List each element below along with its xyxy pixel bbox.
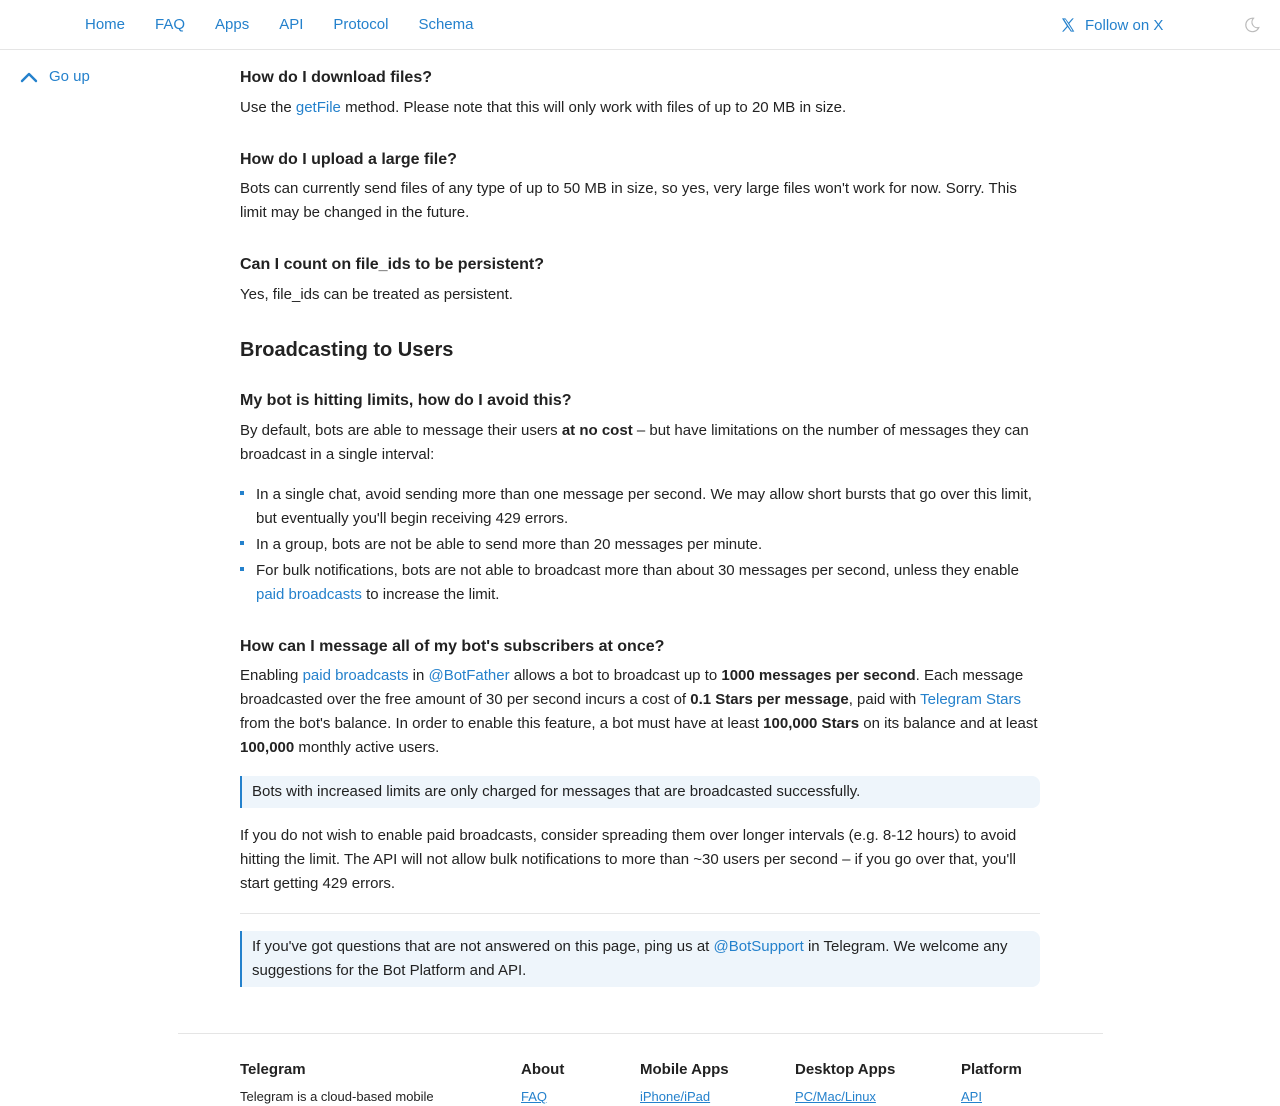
bold-text: at no cost [561,422,633,439]
faq-question-download: How do I download files? [240,69,432,86]
text: monthly active users. [294,739,440,756]
faq-question-message-all: How can I message all of my bot's subscribers at once? [240,638,665,655]
footer-heading: Platform [961,1061,1022,1078]
bold-text: 100,000 Stars [763,715,860,732]
faq-answer-fileids: Yes, file_ids can be treated as persistent. [240,286,513,303]
bullet-icon [240,491,244,495]
footer-col-desktop [795,1060,895,1106]
text: in [408,667,429,684]
x-logo-icon [1060,17,1076,33]
main-nav [85,0,503,49]
callout-charged-note: Bots with increased limits are only charged for messages that are broadcasted successfully. [240,776,1040,808]
go-up-label: Go up [49,68,90,85]
bold-text: 1000 messages per second [721,667,916,684]
divider [240,913,1040,914]
paid-broadcasts-link[interactable]: paid broadcasts [302,667,409,684]
chevron-up-icon [20,71,38,83]
faq-answer-spread: If you do not wish to enable paid broadcasts, consider spreading them over longer intervals (e.g. 8-12 hours) to avoid hitting the limit. The API will not allow bulk notifications to more than ~30 users per second – if you go over that, you'll start getting 429 errors. [240,827,1017,892]
telegram-stars-link[interactable]: Telegram Stars [920,691,1022,708]
footer-link-faq[interactable]: FAQ [521,1089,548,1104]
text: allows a bot to broadcast up to [509,667,722,684]
botfather-link[interactable]: @BotFather [428,667,510,684]
footer-heading: Desktop Apps [795,1061,896,1078]
nav-protocol[interactable]: Protocol [333,16,389,33]
footer-heading: About [521,1061,565,1078]
list-item [240,533,1040,557]
faq-answer-download [240,96,1040,120]
text: on its balance and at least [859,715,1038,732]
bold-text: 0.1 Stars per message [690,691,849,708]
faq-answer-upload: Bots can currently send files of any type of up to 50 MB in size, so yes, very large files won't work for now. Sorry. This limit may be changed in the future. [240,180,1017,221]
faq-answer-limits [240,419,1040,467]
text: method. Please note that this will only work with files of up to 20 MB in size. [340,99,847,116]
text: In a single chat, avoid sending more than one message per second. We may allow short bursts that go over this limit, but eventually you'll begin receiving 429 errors. [256,486,1032,527]
text: , paid with [848,691,921,708]
bullet-icon [240,541,244,545]
list-item [240,559,1040,607]
footer-col-platform [961,1060,1022,1106]
list-item [240,483,1040,531]
text: In a group, bots are not be able to send more than 20 messages per minute. [256,536,763,553]
moon-icon[interactable] [1243,16,1261,34]
nav-home[interactable]: Home [85,16,126,33]
text: to increase the limit. [361,586,500,603]
nav-apps[interactable]: Apps [215,16,250,33]
text: in Telegram. We welcome any suggestions for the Bot Platform and API. [252,938,1008,979]
callout-support [240,931,1040,987]
text: . Each message broadcasted over the free amount of 30 per second incurs a cost of [240,667,1024,708]
footer-col-mobile [640,1060,729,1106]
text: Use the [240,99,296,116]
text: from the bot's balance. In order to enable this feature, a bot must have at least [240,715,764,732]
follow-on-x-link[interactable] [1060,15,1163,35]
nav-api[interactable]: API [279,16,304,33]
faq-question-fileids: Can I count on file_ids to be persistent? [240,256,545,273]
footer-heading: Mobile Apps [640,1061,729,1078]
faq-answer-message-all [240,664,1040,760]
text: For bulk notifications, bots are not able to broadcast more than about 30 messages per second, unless they enable [256,562,1019,579]
footer-divider [178,1033,1103,1034]
text: Enabling [240,667,303,684]
limits-list [240,483,1040,609]
section-heading-broadcasting: Broadcasting to Users [240,339,454,361]
botsupport-link[interactable]: @BotSupport [713,938,804,955]
footer-col-about [521,1060,564,1106]
text: By default, bots are able to message their users [240,422,562,439]
footer-text: Telegram is a cloud-based mobile [240,1089,434,1104]
footer-link-pc[interactable]: PC/Mac/Linux [795,1089,876,1104]
footer-link-iphone[interactable]: iPhone/iPad [640,1089,711,1104]
nav-faq[interactable]: FAQ [155,16,186,33]
faq-question-limits: My bot is hitting limits, how do I avoid this? [240,392,572,409]
paid-broadcasts-link[interactable]: paid broadcasts [256,586,362,603]
faq-question-upload: How do I upload a large file? [240,151,457,168]
getfile-link[interactable]: getFile [295,99,341,116]
go-up-link[interactable] [20,68,90,85]
text: – but have limitations on the number of messages they can broadcast in a single interval: [240,422,1029,463]
nav-schema[interactable]: Schema [418,16,474,33]
top-navbar [0,0,1280,50]
footer-heading: Telegram [240,1061,306,1078]
text: If you've got questions that are not answered on this page, ping us at [252,938,714,955]
footer-col-telegram [240,1060,434,1106]
follow-label: Follow on X [1085,16,1164,34]
bullet-icon [240,567,244,571]
bold-text: 100,000 [240,739,295,756]
footer-link-api[interactable]: API [961,1089,982,1104]
